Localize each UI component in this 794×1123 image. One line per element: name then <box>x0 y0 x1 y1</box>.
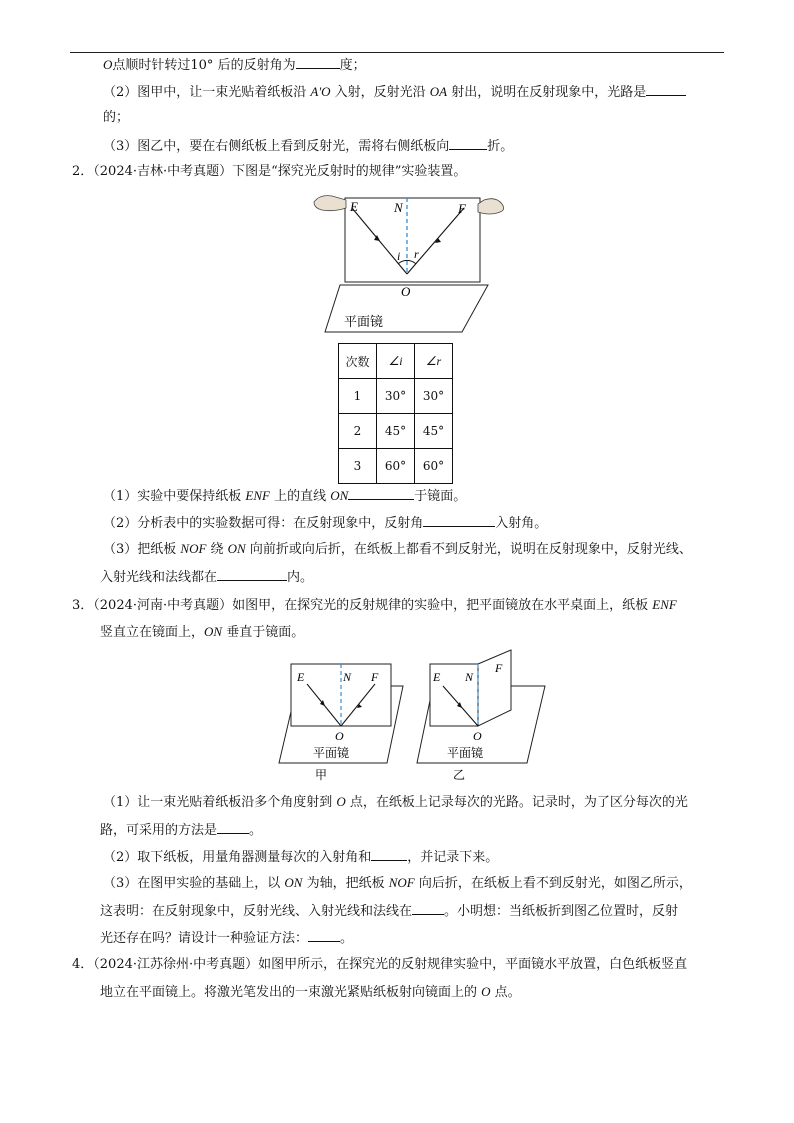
q2-part-2: （2）分析表中的实验数据可得：在反射现象中，反射角 入射角。 <box>103 513 547 533</box>
q4-stem: 4．（2024·江苏徐州·中考真题）如图甲所示，在探究光的反射规律实验中，平面镜水平放置，白色纸板竖直 <box>72 957 688 972</box>
label-O: O <box>401 284 411 299</box>
table-header-cell: 次数 <box>339 344 377 379</box>
left-hand-icon <box>314 196 346 211</box>
label-F: F <box>458 201 466 216</box>
q3-part-3-cont: 这表明：在反射现象中，反射光线、入射光线和法线在 。小明想：当纸板折到图乙位置时，反射 <box>100 901 678 921</box>
label-N: N <box>343 670 352 684</box>
q2-stem: 2．（2024·吉林·中考真题）下图是“探究光反射时的规律”实验装置。 <box>72 164 467 179</box>
q3-part-3-cont-2: 光还存在吗？请设计一种验证方法： 。 <box>100 928 353 948</box>
label-i: i <box>397 249 401 263</box>
table-cell: 3 <box>339 449 377 484</box>
answer-blank[interactable] <box>308 928 340 942</box>
label-N: N <box>394 200 403 215</box>
caption-jia: 甲 <box>315 768 328 782</box>
table-cell: 2 <box>339 414 377 449</box>
table-cell: 1 <box>339 379 377 414</box>
mirror-label: 平面镜 <box>344 314 384 329</box>
mirror-label: 平面镜 <box>313 746 350 760</box>
table-header-cell: ∠r <box>415 344 453 379</box>
answer-blank[interactable] <box>449 136 487 150</box>
answer-blank[interactable] <box>423 513 495 527</box>
q3-stem-cont: 竖直立在镜面上，ON 垂直于镜面。 <box>100 624 305 640</box>
table-cell: 45° <box>415 414 453 449</box>
answer-blank[interactable] <box>646 82 686 96</box>
q3-part-1: （1）让一束光贴着纸板沿多个角度射到 O 点，在纸板上记录每次的光路。记录时，为了区分每次的光 <box>103 794 688 810</box>
right-hand-icon <box>478 199 504 214</box>
q2-part-3: （3）把纸板 NOF 绕 ON 向前折或向后折，在纸板上都看不到反射光，说明在反射现象中，反射光线、 <box>103 541 692 557</box>
table-header-cell: ∠i <box>377 344 415 379</box>
q1-line-2: （2）图甲中，让一束光贴着纸板沿 A'O 入射，反射光沿 OA 射出，说明在反射现象中，光路是 <box>103 82 686 102</box>
table-row <box>339 414 453 449</box>
q3-stem: 3．（2024·河南·中考真题）如图甲，在探究光的反射规律的实验中，把平面镜放在水平桌面上，纸板 ENF <box>72 597 677 613</box>
q2-part-1: （1）实验中要保持纸板 ENF 上的直线 ON 于镜面。 <box>103 488 467 504</box>
mirror-label: 平面镜 <box>447 746 484 760</box>
label-E: E <box>297 670 305 684</box>
q2-part-3-cont: 入射光线和法线都在 内。 <box>100 567 313 587</box>
q3-part-1-cont: 路，可采用的方法是 。 <box>100 820 262 840</box>
table-cell: 30° <box>415 379 453 414</box>
label-O: O <box>335 729 344 743</box>
table-cell: 30° <box>377 379 415 414</box>
table-header-row <box>339 344 453 379</box>
answer-blank[interactable] <box>296 55 340 69</box>
q1-line-4: （3）图乙中，要在右侧纸板上看到反射光，需将右侧纸板向 折。 <box>103 136 513 156</box>
label-r: r <box>414 247 419 261</box>
data-table <box>338 343 453 484</box>
q1-line-1: O点顺时针转过10° 后的反射角为 度； <box>103 57 366 73</box>
q4-stem-cont: 地立在平面镜上。将激光笔发出的一束激光紧贴纸板射向镜面上的 O 点。 <box>100 984 521 1000</box>
label-E: E <box>433 670 441 684</box>
q3-part-3: （3）在图甲实验的基础上，以 ON 为轴，把纸板 NOF 向后折，在纸板上看不到反射光，如图乙所示， <box>103 875 692 891</box>
q1-line-3: 的； <box>103 110 130 125</box>
q3-part-2: （2）取下纸板，用量角器测量每次的入射角和 ，并记录下来。 <box>103 847 498 867</box>
table-cell: 60° <box>415 449 453 484</box>
label-N: N <box>465 670 474 684</box>
table-row <box>339 379 453 414</box>
figure-yi <box>417 650 545 782</box>
caption-yi: 乙 <box>453 768 466 782</box>
fold-experiment-figure <box>275 648 560 783</box>
answer-blank[interactable] <box>217 820 249 834</box>
answer-blank[interactable] <box>217 567 287 581</box>
table-row <box>339 449 453 484</box>
answer-blank[interactable] <box>412 901 444 915</box>
answer-blank[interactable] <box>371 847 407 861</box>
label-F: F <box>495 661 503 675</box>
label-F: F <box>371 670 379 684</box>
reflection-apparatus-figure <box>310 190 520 338</box>
table-cell: 45° <box>377 414 415 449</box>
answer-blank[interactable] <box>348 486 414 500</box>
label-O: O <box>473 729 482 743</box>
label-E: E <box>350 199 358 214</box>
table-cell: 60° <box>377 449 415 484</box>
header-rule <box>70 52 724 53</box>
figure-jia <box>279 664 405 782</box>
